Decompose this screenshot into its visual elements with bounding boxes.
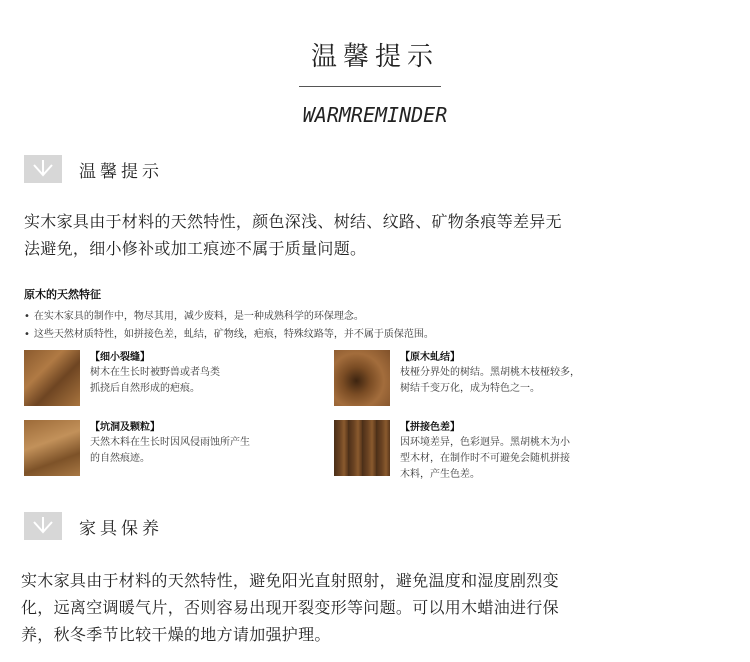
title-divider [299, 86, 441, 87]
section-title-reminder: 温馨提示 [79, 161, 163, 182]
paragraph-line: 实木家具由于材料的天然特性，避免阳光直射照射，避免温度和湿度剧烈变 [21, 571, 559, 590]
section-header-reminder [24, 155, 163, 183]
feature-item-title: 【坑洞及颗粒】 [90, 422, 160, 433]
page-title: 温馨提示 [310, 42, 439, 72]
feature-item-crack [24, 350, 280, 406]
feature-item-desc: 树木在生长时被野兽或者鸟类 [90, 367, 220, 378]
feature-item-desc: 抓挠后自然形成的疤痕。 [90, 383, 200, 394]
paragraph-line: 化，远离空调暖气片，否则容易出现开裂变形等问题。可以用木蜡油进行保 [21, 598, 559, 617]
feature-item-pits [24, 420, 280, 476]
feature-item-knot [334, 350, 610, 406]
wood-color-image [334, 420, 390, 476]
feature-item-title: 【原木虬结】 [400, 352, 460, 363]
down-arrow-icon [24, 512, 62, 540]
reminder-paragraph [24, 208, 562, 262]
feature-item-desc: 因环境差异，色彩迥异。黑胡桃木为小 [400, 437, 570, 448]
features-bullet: • 这些天然材质特性，如拼接色差，虬结，矿物线，疤痕，特殊纹路等，并不属于质保范围。 [24, 325, 434, 340]
page-subtitle: WARMREMINDER [302, 103, 448, 127]
paragraph-line: 养，秋冬季节比较干燥的地方请加强护理。 [21, 625, 331, 644]
feature-item-color [334, 420, 610, 483]
down-arrow-icon [24, 155, 62, 183]
section-header-care [24, 512, 163, 540]
care-paragraph [21, 567, 559, 648]
feature-item-desc: 天然木料在生长时因风侵雨蚀所产生 [90, 437, 250, 448]
feature-item-title: 【拼接色差】 [400, 422, 460, 433]
wood-crack-image [24, 350, 80, 406]
wood-knot-image [334, 350, 390, 406]
features-title: 原木的天然特征 [24, 288, 101, 301]
section-title-care: 家具保养 [79, 518, 163, 539]
paragraph-line: 法避免，细小修补或加工痕迹不属于质量问题。 [24, 239, 367, 258]
feature-item-desc: 枝桠分界处的树结。黑胡桃木枝桠较多， [400, 367, 580, 378]
features-bullet: • 在实木家具的制作中，物尽其用，减少废料，是一种成熟科学的环保理念。 [24, 307, 364, 322]
feature-item-desc: 树结千变万化，成为特色之一。 [400, 383, 540, 394]
feature-item-desc: 木料，产生色差。 [400, 469, 480, 480]
feature-item-desc: 的自然痕迹。 [90, 453, 150, 464]
feature-item-desc: 型木材，在制作时不可避免会随机拼接 [400, 453, 570, 464]
wood-pits-image [24, 420, 80, 476]
feature-item-title: 【细小裂缝】 [90, 352, 150, 363]
paragraph-line: 实木家具由于材料的天然特性，颜色深浅、树结、纹路、矿物条痕等差异无 [24, 212, 562, 231]
